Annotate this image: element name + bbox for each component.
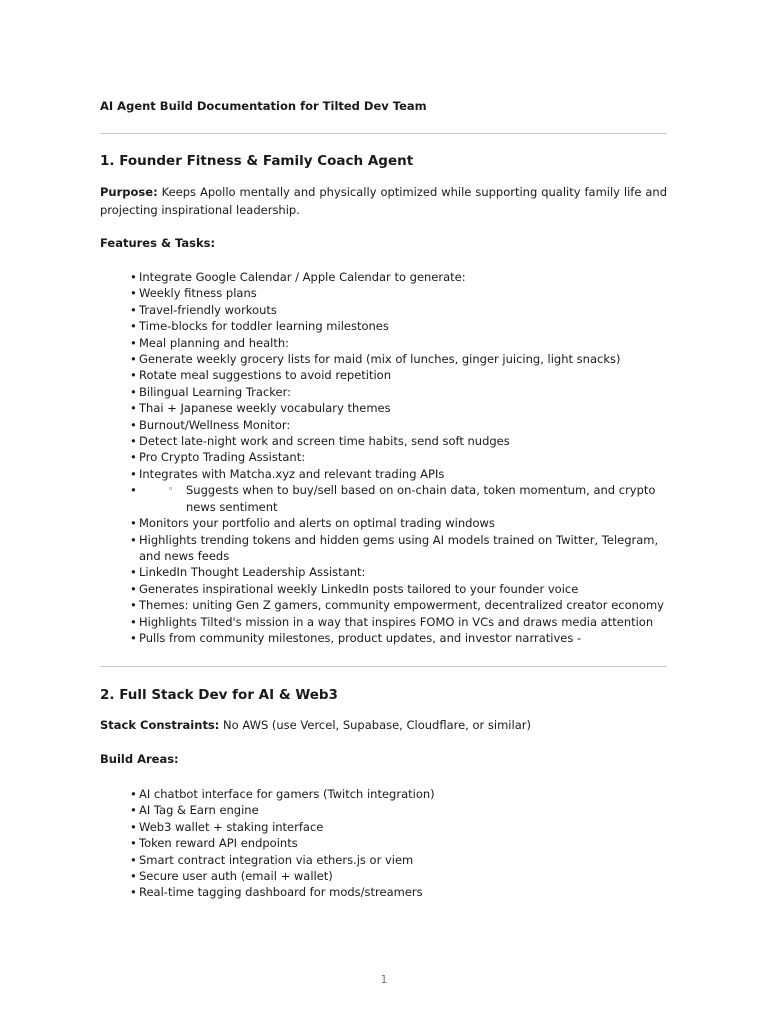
list-item: • Time-blocks for toddler learning milestones bbox=[130, 319, 389, 334]
bullet-icon: • bbox=[130, 803, 137, 818]
list-item: • Meal planning and health: bbox=[130, 335, 290, 350]
stack-constraints-text: No AWS (use Vercel, Supabase, Cloudflare, or similar) bbox=[219, 718, 531, 732]
bullet-icon: • bbox=[130, 819, 137, 834]
list-item: • Monitors your portfolio and alerts on optimal trading windows bbox=[130, 516, 495, 531]
bullet-icon: • bbox=[130, 434, 137, 449]
bullet-icon: • bbox=[130, 885, 137, 900]
bullet-icon: • bbox=[130, 532, 137, 547]
bullet-icon: • bbox=[130, 466, 137, 481]
list-item: • Rotate meal suggestions to avoid repetition bbox=[130, 368, 392, 383]
bullet-icon: • bbox=[130, 598, 137, 613]
list-item: • Themes: uniting Gen Z gamers, community empowerment, decentralized creator economy bbox=[130, 598, 664, 613]
bullet-icon: • bbox=[130, 417, 137, 432]
list-item: • Web3 wallet + staking interface bbox=[130, 819, 324, 834]
bullet-icon: • bbox=[130, 483, 137, 498]
build-areas-list bbox=[130, 786, 667, 901]
bullet-icon: • bbox=[130, 401, 137, 416]
bullet-icon: • bbox=[130, 368, 137, 383]
list-item: • Integrate Google Calendar / Apple Calendar to generate: bbox=[130, 270, 466, 284]
list-item: • Burnout/Wellness Monitor: bbox=[130, 417, 291, 432]
nested-list-item: • ◦ Suggests when to buy/sell based on on-chain data, token momentum, and crypto news sentiment bbox=[130, 483, 656, 514]
list-item: • Bilingual Learning Tracker: bbox=[130, 384, 291, 399]
bullet-icon: • bbox=[130, 352, 137, 367]
bullet-icon: • bbox=[130, 270, 137, 284]
bullet-icon: • bbox=[130, 286, 137, 301]
list-item: • Detect late-night work and screen time habits, send soft nudges bbox=[130, 434, 510, 449]
list-item: • AI chatbot interface for gamers (Twitch integration) bbox=[130, 787, 435, 801]
document-title: AI Agent Build Documentation for Tilted Dev Team bbox=[100, 99, 427, 113]
bullet-icon: • bbox=[130, 319, 137, 334]
purpose-label: Purpose: bbox=[100, 185, 158, 199]
list-item: • Weekly fitness plans bbox=[130, 286, 257, 301]
list-item: • Token reward API endpoints bbox=[130, 836, 298, 851]
bullet-icon: • bbox=[130, 852, 137, 867]
list-item: • Pro Crypto Trading Assistant: bbox=[130, 450, 306, 465]
list-item: • Real-time tagging dashboard for mods/streamers bbox=[130, 885, 423, 900]
page-number: 1 bbox=[380, 973, 388, 986]
bullet-icon: • bbox=[130, 869, 137, 884]
list-item: • Secure user auth (email + wallet) bbox=[130, 869, 333, 884]
bullet-icon: • bbox=[130, 581, 137, 596]
bullet-icon: • bbox=[130, 516, 137, 531]
bullet-icon: • bbox=[130, 335, 137, 350]
features-list bbox=[130, 269, 667, 646]
stack-constraints-label: Stack Constraints: bbox=[100, 718, 220, 732]
purpose-text: Keeps Apollo mentally and physically optimized while supporting quality family life and projecting inspirational leadership. bbox=[100, 185, 667, 217]
horizontal-divider bbox=[100, 666, 667, 667]
list-item: • Integrates with Matcha.xyz and relevant trading APIs bbox=[130, 466, 445, 481]
horizontal-divider bbox=[100, 133, 667, 134]
list-item: • Smart contract integration via ethers.js or viem bbox=[130, 852, 414, 867]
bullet-icon: • bbox=[130, 630, 137, 645]
bullet-icon: • bbox=[130, 565, 137, 580]
bullet-icon: • bbox=[130, 450, 137, 465]
bullet-icon: • bbox=[130, 836, 137, 851]
list-item: • Generate weekly grocery lists for maid (mix of lunches, ginger juicing, light snacks) bbox=[130, 352, 621, 367]
purpose-paragraph bbox=[100, 183, 667, 219]
list-item: • Highlights Tilted's mission in a way that inspires FOMO in VCs and draws media attention bbox=[130, 614, 654, 629]
sub-bullet-icon: ◦ bbox=[168, 485, 174, 496]
bullet-icon: • bbox=[130, 384, 137, 399]
bullet-icon: • bbox=[130, 787, 137, 801]
list-item: • LinkedIn Thought Leadership Assistant: bbox=[130, 565, 366, 580]
features-heading: Features & Tasks: bbox=[100, 236, 216, 250]
list-item: • AI Tag & Earn engine bbox=[130, 803, 259, 818]
stack-constraints-paragraph bbox=[100, 716, 667, 734]
section-1-heading: 1. Founder Fitness & Family Coach Agent bbox=[100, 153, 414, 169]
list-item: • Generates inspirational weekly LinkedIn posts tailored to your founder voice bbox=[130, 581, 579, 596]
bullet-icon: • bbox=[130, 302, 137, 317]
list-item: • Thai + Japanese weekly vocabulary themes bbox=[130, 401, 391, 416]
section-2-heading: 2. Full Stack Dev for AI & Web3 bbox=[100, 687, 338, 703]
bullet-icon: • bbox=[130, 614, 137, 629]
list-item: • Pulls from community milestones, product updates, and investor narratives - bbox=[130, 630, 582, 645]
list-item: • Travel-friendly workouts bbox=[130, 302, 277, 317]
list-item: • Highlights trending tokens and hidden gems using AI models trained on Twitter, Telegram, and news feeds bbox=[130, 532, 659, 563]
build-areas-heading: Build Areas: bbox=[100, 752, 179, 766]
